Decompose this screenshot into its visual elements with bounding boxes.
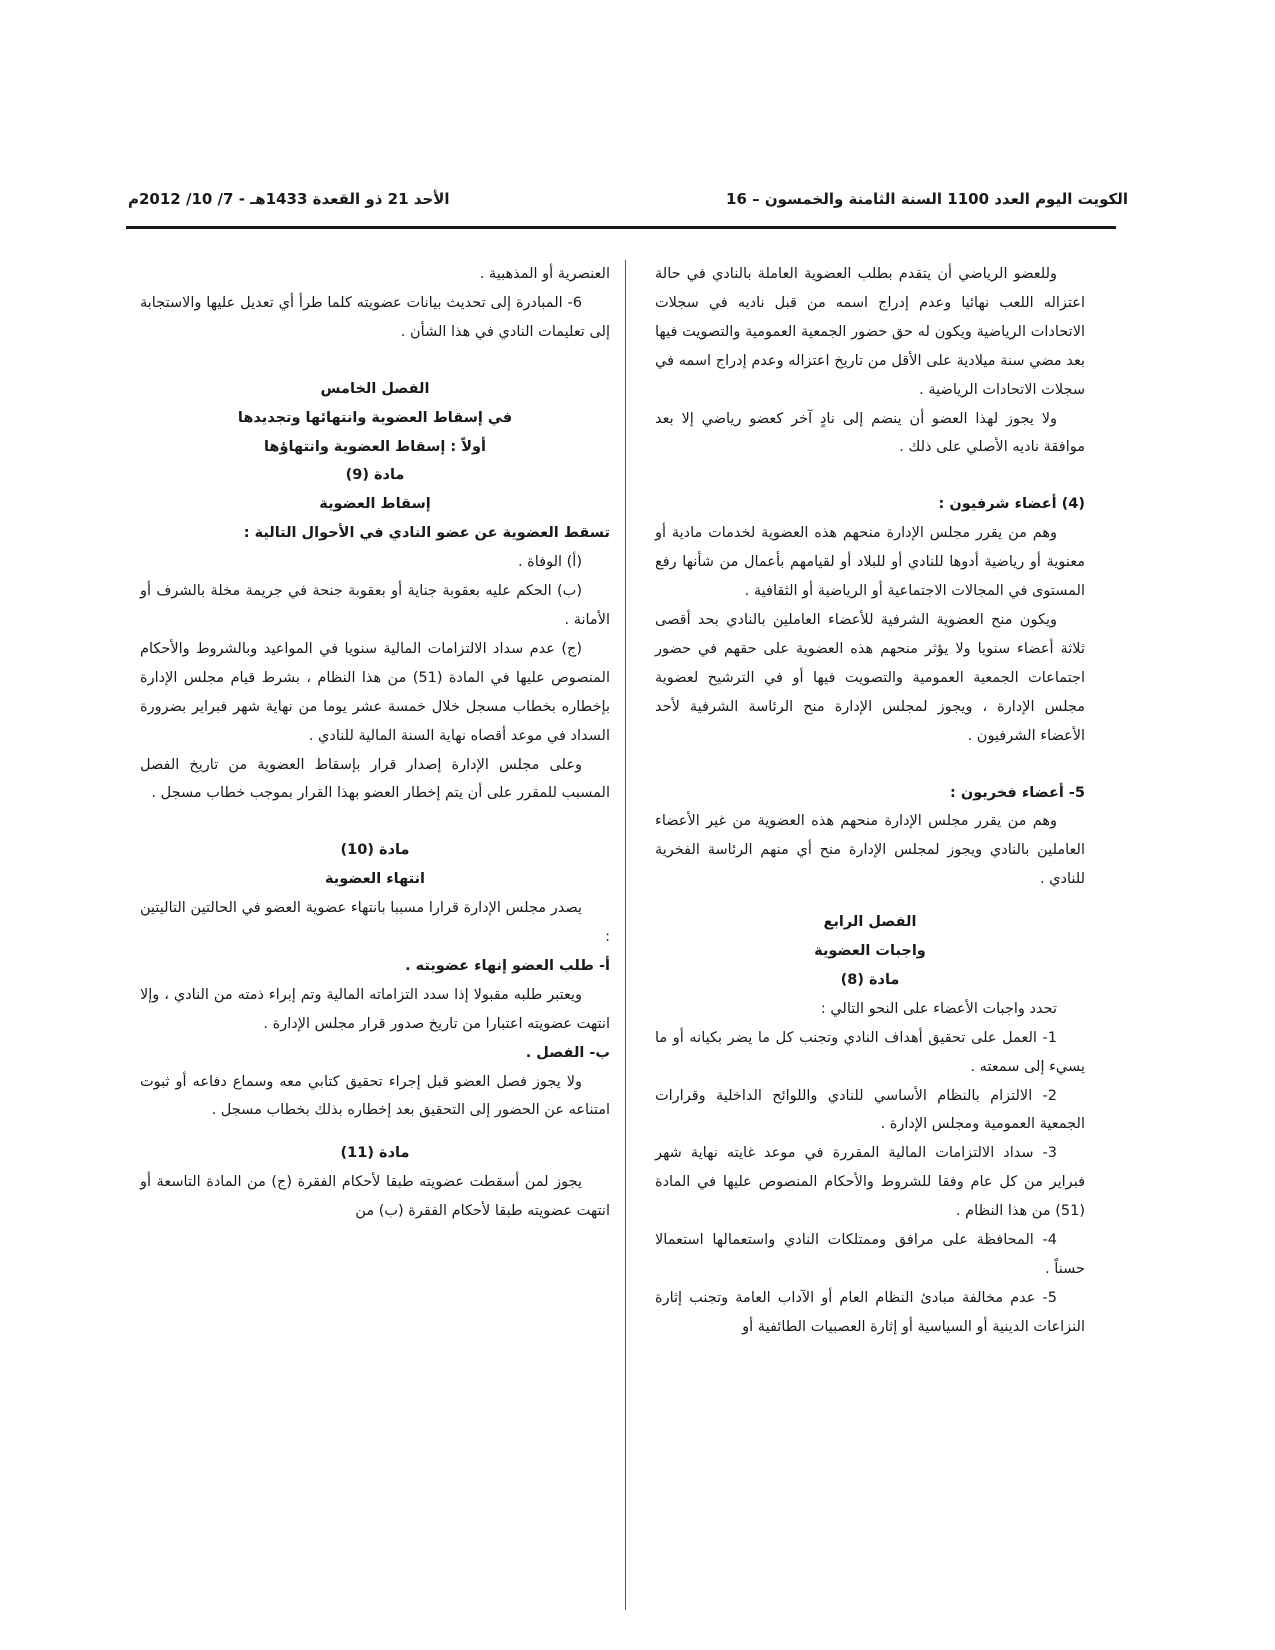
spacer — [140, 808, 610, 836]
left-col-paragraph: (ب) الحكم عليه بعقوبة جناية أو بعقوبة جنحة في جريمة مخلة بالشرف أو الأمانة . — [140, 583, 610, 628]
header-date: الأحد 21 ذو القعدة 1433هـ - 7/ 10/ 2012م — [128, 190, 450, 208]
right-col-paragraph: وهم من يقرر مجلس الإدارة منحهم هذه العضوية لخدمات مادية أو معنوية أو رياضية أدوها للنادي أو للبلاد أو لقيامهم بأعمال من شأنها رفع المستوى في المجالات الاجتماعية أو الرياضية أو الثقافية . — [655, 525, 1085, 600]
left-col-heading: إسقاط العضوية — [319, 496, 431, 513]
spacer — [655, 462, 1085, 490]
right-col-subheading: 5- أعضاء فخريون : — [950, 784, 1085, 801]
page-header — [128, 186, 1128, 220]
right-col-subheading: (4) أعضاء شرفيون : — [938, 496, 1085, 513]
left-col-paragraph: ولا يجوز فصل العضو قبل إجراء تحقيق كتابي معه وسماع دفاعه أو ثبوت امتناعه عن الحضور إلى التحقيق بعد إخطاره بذلك بخطاب مسجل . — [140, 1073, 610, 1119]
right-col-paragraph: ولا يجوز لهذا العضو أن ينضم إلى نادٍ آخر كعضو رياضي إلا بعد موافقة ناديه الأصلي على ذلك . — [655, 410, 1085, 456]
right-col-heading: مادة (8) — [840, 971, 900, 988]
spacer — [655, 751, 1085, 779]
left-col-heading: أولاً : إسقاط العضوية وانتهاؤها — [263, 438, 487, 455]
left-col-heading: مادة (9) — [345, 467, 405, 484]
right-col-paragraph: وللعضو الرياضي أن يتقدم بطلب العضوية العاملة بالنادي في حالة اعتزاله اللعب نهائيا وعدم إدراج اسمه من قبل ناديه في سجلات الاتحادات الرياضية ويكون له حق حضور الجمعية العمومية والتصويت فيها بعد مضي سنة ميلادية على الأقل من تاريخ اعتزاله وعدم إدراج اسمه في سجلات الاتحادات الرياضية . — [655, 266, 1085, 398]
left-col-subheading: أ- طلب العضو إنهاء عضويته . — [405, 957, 610, 974]
left-col-subheading: تسقط العضوية عن عضو النادي في الأحوال التالية : — [243, 525, 610, 542]
right-col-paragraph: 5- عدم مخالفة مبادئ النظام العام أو الآداب العامة وتجنب إثارة النزاعات الدينية أو السياسية أو إثارة العصبيات الطائفية أو — [655, 1289, 1085, 1335]
spacer — [140, 347, 610, 375]
left-col-paragraph: ويعتبر طلبه مقبولا إذا سدد التزاماته المالية وتم إبراء ذمته من النادي ، وإلا انتهت عضويته اعتبارا من تاريخ صدور قرار مجلس الإدارة . — [140, 986, 610, 1032]
right-col-paragraph: 4- المحافظة على مرافق وممتلكات النادي واستعمالها استعمالا حسناً . — [655, 1232, 1085, 1277]
left-col-paragraph: يصدر مجلس الإدارة قرارا مسببا بانتهاء عضوية العضو في الحالتين التاليتين : — [140, 900, 610, 946]
left-col-paragraph: وعلى مجلس الإدارة إصدار قرار بإسقاط العضوية من تاريخ الفصل المسبب للمقرر على أن يتم إخطار العضو بهذا القرار بموجب خطاب مسجل . — [140, 756, 610, 802]
left-col-heading: انتهاء العضوية — [324, 871, 426, 888]
left-col-paragraph: العنصرية أو المذهبية . — [479, 266, 610, 282]
right-col-paragraph: 3- سداد الالتزامات المالية المقررة في موعد غايته نهاية شهر فبراير من كل عام وفقا للشروط والأحكام المنصوص عليها في المادة (51) من هذا النظام . — [655, 1145, 1085, 1220]
left-col-subheading: ب- الفصل . — [525, 1044, 610, 1061]
right-col-paragraph: ويكون منح العضوية الشرفية للأعضاء العاملين بالنادي بحد أقصى ثلاثة أعضاء سنويا ولا يؤثر منحهم هذه العضوية على حقهم في حضور اجتماعات الجمعية العمومية والتصويت فيها أو في الترشيح لعضوية مجلس الإدارة ، ويجوز لمجلس الإدارة منح الرئاسة الشرفية لأحد الأعضاء الشرفيون . — [655, 611, 1085, 744]
left-col-heading: مادة (10) — [340, 842, 410, 859]
spacer — [140, 1125, 610, 1139]
left-column — [140, 260, 610, 1226]
left-col-paragraph: يجوز لمن أسقطت عضويته طبقا لأحكام الفقرة (ج) من المادة التاسعة أو انتهت عضويته طبقا لأحكام الفقرة (ب) من — [140, 1174, 610, 1220]
right-col-heading: الفصل الرابع — [823, 914, 917, 931]
column-divider — [625, 260, 626, 1610]
header-issue-info: الكويت اليوم العدد 1100 السنة الثامنة والخمسون – 16 — [726, 190, 1128, 208]
left-col-heading: مادة (11) — [340, 1145, 410, 1162]
left-col-paragraph: (ج) عدم سداد الالتزامات المالية سنويا في المواعيد وبالشروط والأحكام المنصوص عليها في المادة (51) من هذا النظام ، بشرط قيام مجلس الإدارة بإخطاره بخطاب مسجل خلال خمسة عشر يوما من نهاية شهر فبراير بضرورة السداد في موعد أقصاه نهاية السنة المالية للنادي . — [140, 640, 610, 744]
right-col-paragraph: وهم من يقرر مجلس الإدارة منحهم هذه العضوية من غير الأعضاء العاملين بالنادي ويجوز لمجلس الإدارة منح أي منهم الرئاسة الفخرية للنادي . — [655, 813, 1085, 888]
header-rule — [126, 226, 1116, 229]
left-col-heading: الفصل الخامس — [320, 380, 430, 397]
left-col-heading: في إسقاط العضوية وانتهائها وتجديدها — [237, 409, 513, 426]
right-col-paragraph: تحدد واجبات الأعضاء على النحو التالي : — [820, 1000, 1057, 1017]
left-col-paragraph: 6- المبادرة إلى تحديث بيانات عضويته كلما طرأ أي تعديل عليها والاستجابة إلى تعليمات النادي في هذا الشأن . — [140, 294, 610, 340]
right-column — [655, 260, 1085, 1342]
left-col-paragraph: (أ) الوفاة . — [517, 554, 582, 571]
spacer — [655, 894, 1085, 908]
right-col-paragraph: 2- الالتزام بالنظام الأساسي للنادي واللوائح الداخلية وقرارات الجمعية العمومية ومجلس الإدارة . — [655, 1087, 1085, 1133]
right-col-heading: واجبات العضوية — [814, 943, 926, 960]
right-col-paragraph: 1- العمل على تحقيق أهداف النادي وتجنب كل ما يضر بكيانه أو ما يسيء إلى سمعته . — [655, 1029, 1085, 1075]
